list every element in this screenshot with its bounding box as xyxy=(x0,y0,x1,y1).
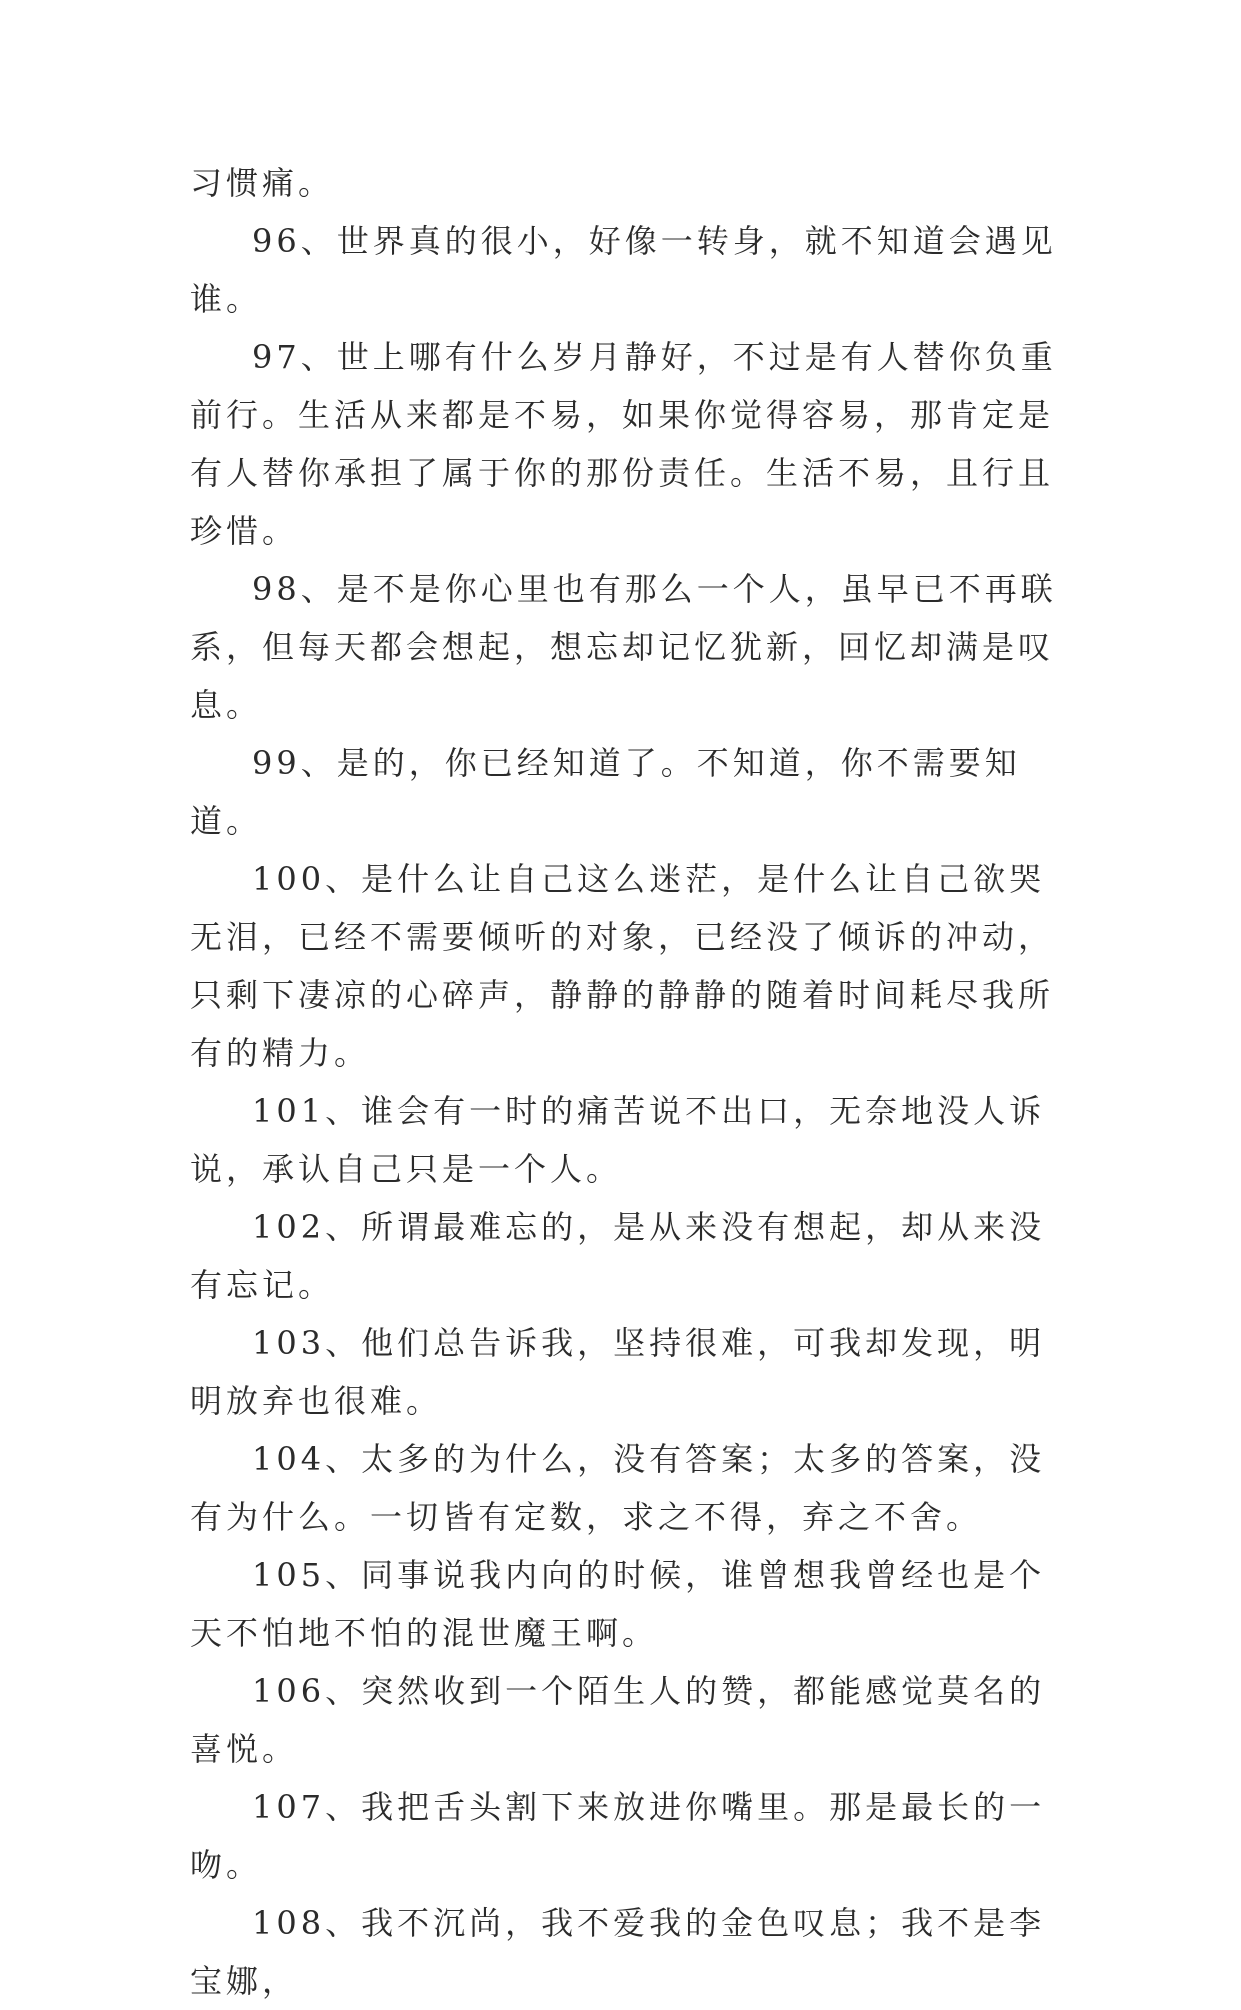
paragraph: 97、世上哪有什么岁月静好，不过是有人替你负重前行。生活从来都是不易，如果你觉得容易，那肯定是有人替你承担了属于你的那份责任。生活不易，且行且珍惜。 xyxy=(190,338,1057,550)
paragraph: 101、谁会有一时的痛苦说不出口，无奈地没人诉说，承认自己只是一个人。 xyxy=(190,1092,1046,1188)
paragraph: 105、同事说我内向的时候，谁曾想我曾经也是个天不怕地不怕的混世魔王啊。 xyxy=(190,1556,1046,1652)
paragraph: 98、是不是你心里也有那么一个人，虽早已不再联系，但每天都会想起，想忘却记忆犹新，回忆却满是叹息。 xyxy=(190,570,1057,724)
paragraph: 99、是的，你已经知道了。不知道，你不需要知道。 xyxy=(190,744,1021,840)
paragraph: 100、是什么让自己这么迷茫，是什么让自己欲哭无泪，已经不需要倾听的对象，已经没了倾诉的冲动，只剩下凄凉的心碎声，静静的静静的随着时间耗尽我所有的精力。 xyxy=(190,860,1055,1072)
paragraph: 96、世界真的很小，好像一转身，就不知道会遇见谁。 xyxy=(190,222,1057,318)
paragraph: 102、所谓最难忘的，是从来没有想起，却从来没有忘记。 xyxy=(190,1208,1046,1304)
paragraph: 108、我不沉尚，我不爱我的金色叹息；我不是李宝娜， xyxy=(190,1904,1046,2000)
document-body xyxy=(190,154,1070,2010)
paragraph: 习惯痛。 xyxy=(190,164,335,202)
paragraph: 106、突然收到一个陌生人的赞，都能感觉莫名的喜悦。 xyxy=(190,1672,1046,1768)
paragraph: 107、我把舌头割下来放进你嘴里。那是最长的一吻。 xyxy=(190,1788,1046,1884)
paragraph: 104、太多的为什么，没有答案；太多的答案，没有为什么。一切皆有定数，求之不得，弃之不舍。 xyxy=(190,1440,1046,1536)
paragraph: 103、他们总告诉我，坚持很难，可我却发现，明明放弃也很难。 xyxy=(190,1324,1046,1420)
